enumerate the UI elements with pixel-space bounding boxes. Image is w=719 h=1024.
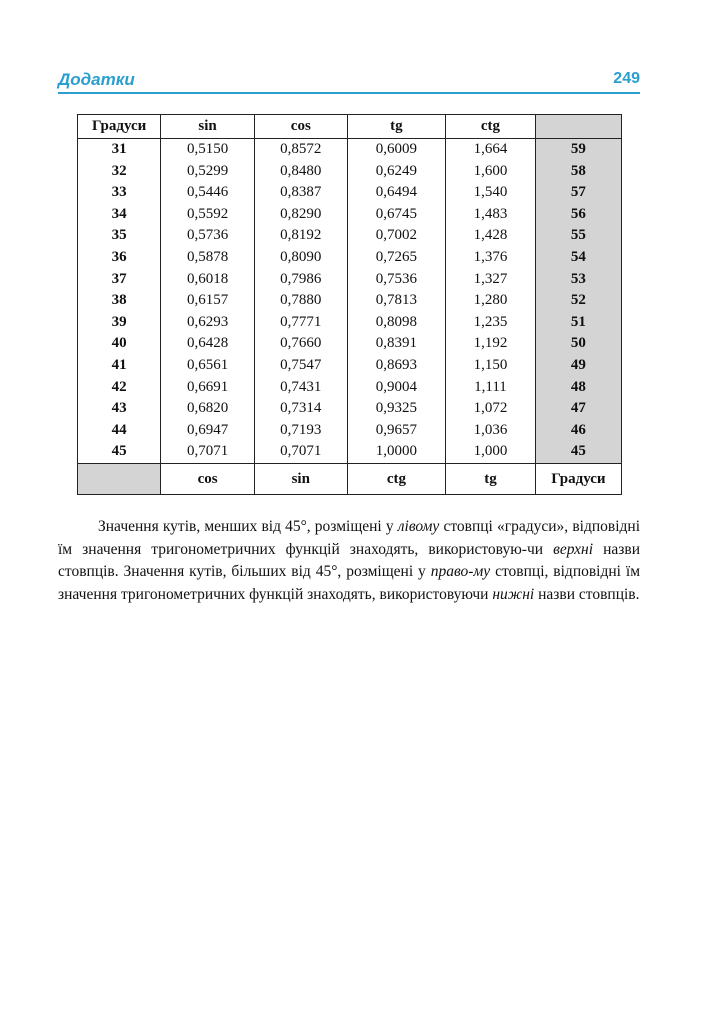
para-italic-left: лівому [397, 518, 440, 535]
cell-cos-value: 0,7071 [254, 441, 347, 463]
cell-sin-value: 0,6293 [161, 312, 255, 334]
cell-sin-value: 0,5299 [161, 161, 255, 183]
cell-degrees-left: 39 [78, 312, 161, 334]
cell-sin-value: 0,5736 [161, 225, 255, 247]
table-row [78, 355, 622, 377]
cell-ctg-value: 1,540 [446, 182, 536, 204]
cell-degrees-right: 52 [535, 290, 621, 312]
cell-degrees-left: 45 [78, 441, 161, 463]
cell-degrees-left: 37 [78, 269, 161, 291]
cell-degrees-left: 33 [78, 182, 161, 204]
para-italic-bottom: нижні [492, 585, 535, 603]
cell-ctg-value: 1,428 [446, 225, 536, 247]
cell-tg-value: 0,8693 [347, 355, 446, 377]
cell-degrees-right: 47 [535, 398, 621, 420]
section-title: Додатки [58, 70, 135, 89]
cell-sin-value: 0,6947 [161, 420, 255, 442]
cell-degrees-right: 45 [535, 441, 621, 463]
bottom-header-cos: cos [161, 463, 255, 494]
cell-degrees-right: 51 [535, 312, 621, 334]
page-header [58, 68, 640, 94]
cell-ctg-value: 1,192 [446, 333, 536, 355]
cell-cos-value: 0,8290 [254, 204, 347, 226]
cell-tg-value: 0,7265 [347, 247, 446, 269]
cell-tg-value: 0,9325 [347, 398, 446, 420]
top-header-sin: sin [161, 115, 255, 139]
cell-tg-value: 0,6745 [347, 204, 446, 226]
top-header-tg: tg [347, 115, 446, 139]
cell-cos-value: 0,7547 [254, 355, 347, 377]
cell-cos-value: 0,7314 [254, 398, 347, 420]
top-header-degrees: Градуси [78, 115, 161, 139]
cell-cos-value: 0,8192 [254, 225, 347, 247]
cell-ctg-value: 1,150 [446, 355, 536, 377]
cell-degrees-right: 54 [535, 247, 621, 269]
trig-table [77, 114, 622, 495]
bottom-header-ctg: ctg [347, 463, 446, 494]
cell-cos-value: 0,7771 [254, 312, 347, 334]
bottom-header-sin: sin [254, 463, 347, 494]
cell-ctg-value: 1,235 [446, 312, 536, 334]
bottom-header-degrees: Градуси [535, 463, 621, 494]
para-text: стовпці «градуси», відповідні їм значення тригонометричних функцій знаходять, використовую-чи [58, 518, 640, 558]
para-text: назви стовпців. Значення кутів, більших від 45°, розміщені у [58, 540, 641, 580]
cell-degrees-right: 50 [535, 333, 621, 355]
top-header-cos: cos [254, 115, 347, 139]
cell-tg-value: 1,0000 [347, 441, 446, 463]
table-row [78, 420, 622, 442]
cell-degrees-right: 56 [535, 204, 621, 226]
cell-degrees-left: 31 [78, 139, 161, 161]
para-text: Значення кутів, менших від 45°, розміщені у [98, 518, 398, 535]
table-row [78, 290, 622, 312]
cell-degrees-left: 42 [78, 377, 161, 399]
cell-sin-value: 0,7071 [161, 441, 255, 463]
cell-degrees-right: 55 [535, 225, 621, 247]
table-row [78, 269, 622, 291]
cell-sin-value: 0,6561 [161, 355, 255, 377]
cell-cos-value: 0,7193 [254, 420, 347, 442]
cell-ctg-value: 1,376 [446, 247, 536, 269]
cell-ctg-value: 1,280 [446, 290, 536, 312]
table-row [78, 204, 622, 226]
table-row [78, 182, 622, 204]
cell-cos-value: 0,8480 [254, 161, 347, 183]
cell-sin-value: 0,5878 [161, 247, 255, 269]
cell-sin-value: 0,6820 [161, 398, 255, 420]
para-text: назви стовпців. [534, 585, 640, 603]
cell-cos-value: 0,8090 [254, 247, 347, 269]
cell-degrees-right: 57 [535, 182, 621, 204]
table-body [78, 139, 622, 464]
cell-ctg-value: 1,000 [446, 441, 536, 463]
cell-ctg-value: 1,664 [446, 139, 536, 161]
cell-degrees-right: 58 [535, 161, 621, 183]
cell-sin-value: 0,5446 [161, 182, 255, 204]
para-italic-top: верхні [553, 540, 594, 558]
table-row [78, 333, 622, 355]
cell-degrees-right: 59 [535, 139, 621, 161]
cell-degrees-left: 40 [78, 333, 161, 355]
cell-ctg-value: 1,327 [446, 269, 536, 291]
cell-degrees-right: 53 [535, 269, 621, 291]
top-header-ctg: ctg [446, 115, 536, 139]
cell-tg-value: 0,7002 [347, 225, 446, 247]
cell-ctg-value: 1,111 [446, 377, 536, 399]
cell-degrees-right: 46 [535, 420, 621, 442]
cell-tg-value: 0,9004 [347, 377, 446, 399]
cell-tg-value: 0,8391 [347, 333, 446, 355]
para-italic-right: право-му [430, 563, 491, 580]
table-row [78, 398, 622, 420]
cell-sin-value: 0,5592 [161, 204, 255, 226]
cell-degrees-left: 41 [78, 355, 161, 377]
cell-tg-value: 0,8098 [347, 312, 446, 334]
cell-tg-value: 0,6494 [347, 182, 446, 204]
cell-sin-value: 0,5150 [161, 139, 255, 161]
cell-degrees-left: 43 [78, 398, 161, 420]
para-text: стовпці, відповідні їм значення тригонометричних функцій знаходять, використовуючи [58, 563, 641, 603]
bottom-header-blank [78, 463, 161, 494]
explanation-paragraph [58, 516, 640, 606]
cell-cos-value: 0,7431 [254, 377, 347, 399]
cell-degrees-right: 49 [535, 355, 621, 377]
table-row [78, 161, 622, 183]
cell-cos-value: 0,7986 [254, 269, 347, 291]
cell-sin-value: 0,6157 [161, 290, 255, 312]
cell-cos-value: 0,7880 [254, 290, 347, 312]
table-top-header-row [78, 115, 622, 139]
cell-degrees-left: 35 [78, 225, 161, 247]
cell-ctg-value: 1,072 [446, 398, 536, 420]
cell-degrees-left: 32 [78, 161, 161, 183]
table-row [78, 139, 622, 161]
cell-tg-value: 0,9657 [347, 420, 446, 442]
header-rule [58, 92, 640, 94]
cell-tg-value: 0,7536 [347, 269, 446, 291]
cell-sin-value: 0,6691 [161, 377, 255, 399]
cell-degrees-left: 38 [78, 290, 161, 312]
bottom-header-tg: tg [446, 463, 536, 494]
cell-ctg-value: 1,483 [446, 204, 536, 226]
cell-ctg-value: 1,600 [446, 161, 536, 183]
cell-cos-value: 0,7660 [254, 333, 347, 355]
top-header-blank [535, 115, 621, 139]
cell-ctg-value: 1,036 [446, 420, 536, 442]
cell-tg-value: 0,7813 [347, 290, 446, 312]
table-row [78, 377, 622, 399]
page-number: 249 [613, 70, 640, 87]
cell-tg-value: 0,6249 [347, 161, 446, 183]
cell-degrees-left: 34 [78, 204, 161, 226]
cell-tg-value: 0,6009 [347, 139, 446, 161]
cell-degrees-left: 36 [78, 247, 161, 269]
cell-degrees-left: 44 [78, 420, 161, 442]
table-bottom-header-row [78, 463, 622, 494]
table-row [78, 247, 622, 269]
cell-cos-value: 0,8572 [254, 139, 347, 161]
cell-sin-value: 0,6428 [161, 333, 255, 355]
table-row [78, 312, 622, 334]
table-row [78, 225, 622, 247]
cell-degrees-right: 48 [535, 377, 621, 399]
cell-sin-value: 0,6018 [161, 269, 255, 291]
cell-cos-value: 0,8387 [254, 182, 347, 204]
table-row [78, 441, 622, 463]
